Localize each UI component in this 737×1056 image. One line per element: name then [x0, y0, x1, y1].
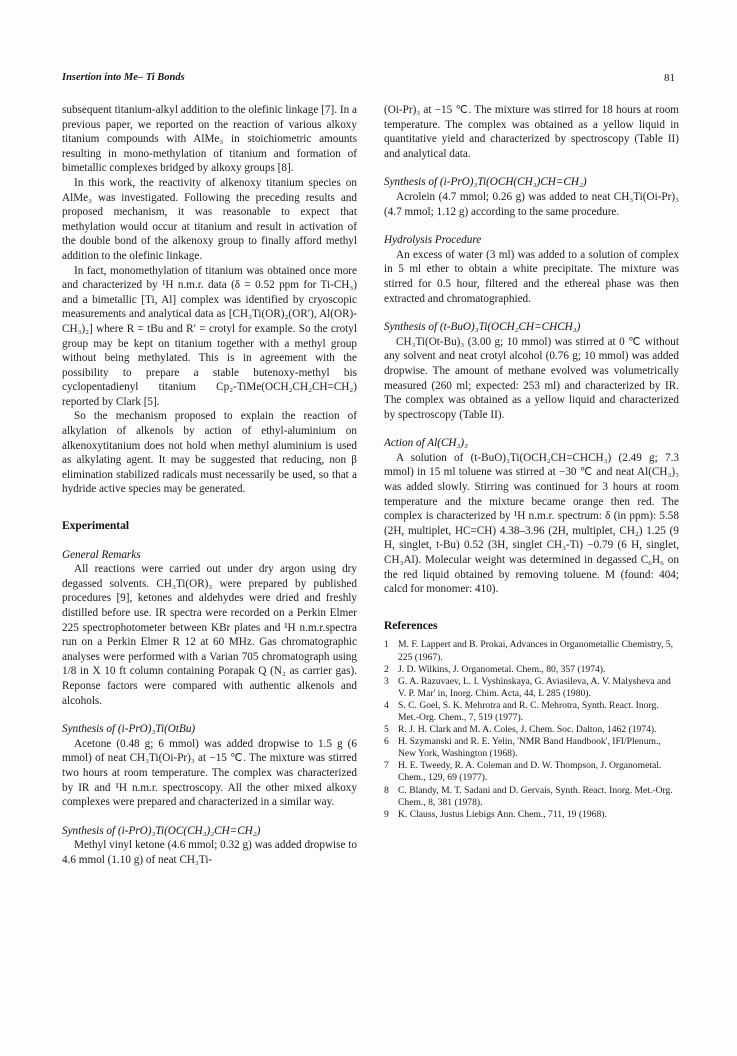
reference-number: 6: [384, 736, 389, 748]
reference-text: M. F. Lappert and B. Prokai, Advances in Organometallic Chemistry, 5, 225 (1967).: [398, 639, 674, 663]
reference-item: [384, 809, 679, 821]
subsection-heading-synthesis-otbu: Synthesis of (i-PrO)₃Ti(OtBu): [62, 723, 196, 736]
reference-text: S. C. Goel, S. K. Mehrotra and R. C. Mehrotra, Synth. React. Inorg. Met.-Org. Chem., 7, 519 (1977).: [398, 699, 659, 723]
reference-number: 8: [384, 784, 389, 796]
reference-text: K. Clauss, Justus Liebigs Ann. Chem., 711, 19 (1968).: [398, 808, 607, 820]
subsection-heading-action-alme3: Action of Al(CH₃)₃: [384, 437, 469, 450]
reference-item: [384, 676, 679, 700]
reference-text: H. Szymanski and R. E. Yelin, 'NMR Band Handbook', IFI/Plenum., New York, Washington (1968).: [398, 736, 661, 760]
reference-number: 1: [384, 639, 389, 651]
reference-item: [384, 700, 679, 724]
reference-item: [384, 664, 679, 676]
paragraph: A solution of (t-BuO)₃Ti(OCH₂CH=CHCH₃) (2.49 g; 7.3 mmol) in 15 ml toluene was stirred at −30 ℃ and neat Al(CH₃)₃ was added slowly. Stirring was continued for 3 hours at room temperature and the mixture became orange then red. The complex is characterized by ¹H n.m.r. spectrum: δ (in ppm): 5.58 (2H, multiplet, HC=CH) 4.38–3.96 (2H, multiplet, CH₂) 1.25 (9 H, singlet, t-Bu) 0.52 (3H, singlet CH₃-Ti) −0.79 (6 H, singlet, CH₃Al). Molecular weight was determined in degassed C₆H₆ on the red liquid obtained by removing toluene. M (found: 404; calcd for monomer: 410).: [384, 451, 679, 596]
reference-number: 5: [384, 724, 389, 736]
running-title: Insertion into Me– Ti Bonds: [62, 72, 185, 83]
section-heading-references: References: [384, 619, 438, 632]
running-head: [62, 72, 675, 88]
subsection-heading-synthesis-acrolein: Synthesis of (i-PrO)₃Ti(OCH(CH₃)CH=CH₂): [384, 176, 587, 189]
paragraph: Acrolein (4.7 mmol; 0.26 g) was added to neat CH₃Ti(Oi-Pr)₃ (4.7 mmol; 1.12 g) according to the same procedure.: [384, 190, 679, 218]
reference-item: [384, 724, 679, 736]
reference-number: 4: [384, 699, 389, 711]
reference-number: 9: [384, 808, 389, 820]
paragraph: An excess of water (3 ml) was added to a solution of complex in 5 ml ether to obtain a white precipitate. The mixture was stirred for 0.5 hour, filtered and the ethereal phase was then extracted and chromatographied.: [384, 248, 679, 305]
reference-number: 7: [384, 760, 389, 772]
subsection-heading-hydrolysis: Hydrolysis Procedure: [384, 234, 482, 247]
reference-item: [384, 736, 679, 760]
reference-text: C. Blandy, M. T. Sadani and D. Gervais, Synth. React. Inorg. Met.-Org. Chem., 8, 381 (1978).: [398, 784, 673, 808]
reference-text: G. A. Razuvaev, L. I. Vyshinskaya, G. Aviasileva, A. V. Malysheva and V. P. Mar' in, Inorg. Chim. Acta, 44, L 285 (1980).: [398, 675, 671, 699]
reference-item: [384, 760, 679, 784]
reference-number: 2: [384, 663, 389, 675]
page-number: 81: [664, 72, 675, 84]
paragraph: In fact, monomethylation of titanium was obtained once more and characterized by ¹H n.m.r. data (δ = 0.52 ppm for Ti-CH₃) and a bimetallic [Ti, Al] complex was identified by cryoscopic measurements and analytical data as [CH₃Ti(OR)₂(OR′), Al(OR)-CH₃)₂] where R = tBu and R′ = crotyl for example. So the crotyl group may be kept on titanium together with a methyl group without being methylated. This is in agreement with the possibility to prepare a stable butenoxy-methyl bis cyclopentadienyl titanium Cp₂-TiMe(OCH₂CH₂CH=CH₂) reported by Clark [5].: [62, 264, 357, 408]
reference-list: [384, 639, 679, 820]
section-heading-experimental: Experimental: [62, 520, 130, 533]
reference-item: [384, 639, 679, 663]
paragraph: (Oi-Pr)₃ at −15 ℃. The mixture was stirred for 18 hours at room temperature. The complex was obtained as a yellow liquid in quantitative yield and characterized by spectroscopy (Table II) and analytical data.: [384, 104, 679, 160]
paragraph: All reactions were carried out under dry argon using dry degassed solvents. CH₃Ti(OR)₃ were prepared by published procedures [9], ketones and aldehydes were dried and freshly distilled before use. IR spectra were recorded on a Perkin Elmer 225 spectrophotometer between KBr plates and ¹H n.m.r.spectra run on a Perkin Elmer R 12 at 60 MHz. Gas chromatographic analyses were performed with a Varian 705 chromatograph using 1/8 in X 10 ft column containing Porapak Q (N₂ as carrier gas). Reponse factors were compared with authentic alkenols and alcohols.: [62, 563, 357, 707]
paragraph: Methyl vinyl ketone (4.6 mmol; 0.32 g) was added dropwise to 4.6 mmol (1.10 g) of neat CH₃Ti-: [62, 839, 357, 866]
paragraph: In this work, the reactivity of alkenoxy titanium species on AlMe₃ was investigated. Following the preceding results and proposed mechanism, it was reasonable to expect that methylation would occur at titanium and result in activation of the double bond of the alkenoxy group to finally afford methyl addition to the olefinic linkage.: [62, 176, 357, 262]
paragraph: Acetone (0.48 g; 6 mmol) was added dropwise to 1.5 g (6 mmol) of neat CH₃Ti(Oi-Pr)₃ at −15 ℃. The mixture was stirred two hours at room temperature. The complex was characterized by IR and ¹H n.m.r. spectroscopy. All the other mixed alkoxy complexes were prepared and characterized in a similar way.: [62, 737, 357, 809]
paragraph: So the mechanism proposed to explain the reaction of alkylation of alkenols by action of ethyl-aluminium on alkenoxytitanium does not hold when methyl aluminium is used as alkylating agent. It may be suggested that reducing, non β elimination stabilized radicals must necessarily be used, so that a hydride active species may be generated.: [62, 410, 357, 496]
subsection-heading-synthesis-crotyl: Synthesis of (t-BuO)₃Ti(OCH₂CH=CHCH₃): [384, 321, 581, 334]
reference-text: J. D. Wilkins, J. Organometal. Chem., 80, 357 (1974).: [398, 663, 606, 675]
left-column: [62, 103, 357, 868]
reference-text: H. E. Tweedy, R. A. Coleman and D. W. Thompson, J. Organometal. Chem., 129, 69 (1977).: [398, 760, 662, 784]
paragraph: subsequent titanium-alkyl addition to the olefinic linkage [7]. In a previous paper, we reported on the reaction of various alkoxy titanium compounds with AlMe₃ in stoichiometric amounts resulting in mono-methylation of titanium and formation of bimetallic complexes bridged by alkoxy groups [8].: [62, 104, 357, 175]
subsection-heading-general-remarks: General Remarks: [62, 548, 141, 561]
reference-item: [384, 785, 679, 809]
paragraph: CH₃Ti(Ot-Bu)₃ (3.00 g; 10 mmol) was stirred at 0 ℃ without any solvent and neat crotyl alcohol (0.76 g; 10 mmol) was added dropwise. The amount of methane evolved was volumetrically measured (260 ml; expected: 253 ml) and characterized by IR. The complex was obtained as a yellow liquid and characterized by spectroscopy (Table II).: [384, 335, 679, 421]
right-column: [384, 103, 679, 821]
reference-number: 3: [384, 675, 389, 687]
reference-text: R. J. H. Clark and M. A. Coles, J. Chem. Soc. Dalton, 1462 (1974).: [398, 724, 657, 736]
subsection-heading-synthesis-vinyl: Synthesis of (i-PrO)₃Ti(OC(CH₃)₂CH=CH₂): [62, 824, 261, 837]
